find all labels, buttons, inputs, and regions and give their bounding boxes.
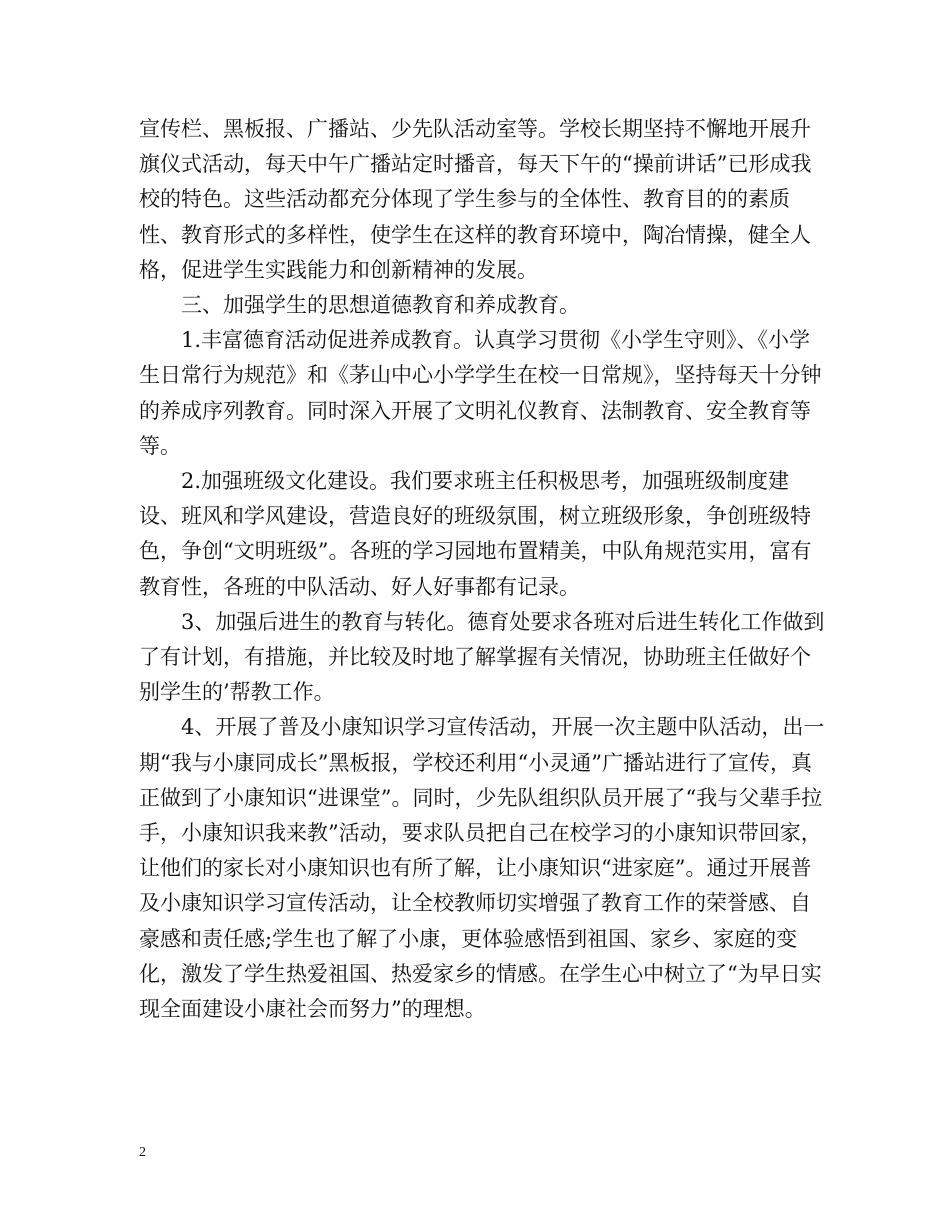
body-paragraph-item-2: 2.加强班级文化建设。我们要求班主任积极思考，加强班级制度建设、班风和学风建设，营造良好的班级氛围，树立班级形象，争创班级特色，争创“文明班级”。各班的学习园地布置精美，中队角规范实用，富有教育性，各班的中队活动、好人好事都有记录。 — [139, 469, 812, 599]
body-paragraph-continued: 宣传栏、黑板报、广播站、少先队活动室等。学校长期坚持不懈地开展升旗仪式活动，每天中午广播站定时播音，每天下午的“操前讲话”已形成我校的特色。这些活动都充分体现了学生参与的全体性、教育目的的素质性、教育形式的多样性，使学生在这样的教育环境中，陶冶情操，健全人格，促进学生实践能力和创新精神的发展。 — [139, 117, 812, 282]
body-paragraph-item-3: 3、加强后进生的教育与转化。德育处要求各班对后进生转化工作做到了有计划，有措施，并比较及时地了解掌握有关情况，协助班主任做好个别学生的’帮教工作。 — [139, 609, 825, 705]
body-paragraph-item-1: 1.丰富德育活动促进养成教育。认真学习贯彻《小学生守则》、《小学生日常行为规范》和《茅山中心小学学生在校一日常规》，坚持每天十分钟的养成序列教育。同时深入开展了文明礼仪教育、法制教育、安全教育等等。 — [139, 328, 822, 458]
section-heading-three: 三、加强学生的思想道德教育和养成教育。 — [181, 293, 580, 318]
document-body — [139, 112, 829, 1027]
page-number: 2 — [139, 1145, 146, 1160]
body-paragraph-item-4: 4、开展了普及小康知识学习宣传活动，开展一次主题中队活动，出一期“我与小康同成长”黑板报，学校还利用“小灵通”广播站进行了宣传，真正做到了小康知识“进课堂”。同时，少先队组织队员开展了“我与父辈手拉手，小康知识我来教”活动，要求队员把自己在校学习的小康知识带回家，让他们的家长对小康知识也有所了解，让小康知识“进家庭”。通过开展普及小康知识学习宣传活动，让全校教师切实增强了教育工作的荣誉感、自豪感和责任感;学生也了解了小康，更体验感悟到祖国、家乡、家庭的变化，激发了学生热爱祖国、热爱家乡的情感。在学生心中树立了“为早日实现全面建设小康社会而努力”的理想。 — [139, 715, 825, 1022]
